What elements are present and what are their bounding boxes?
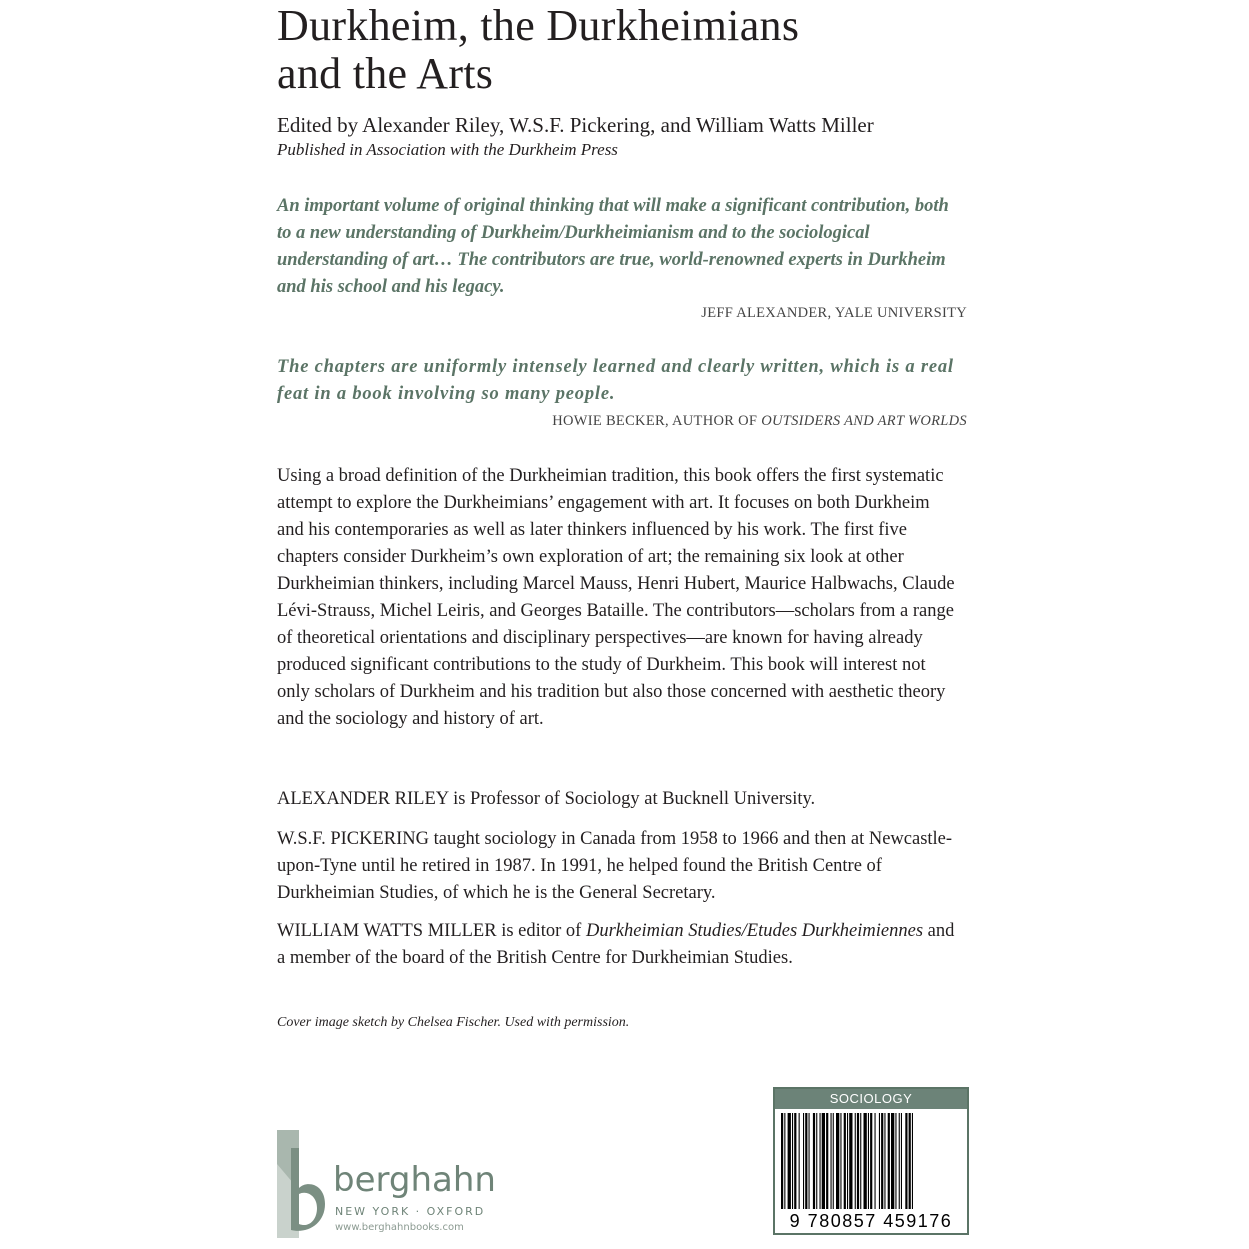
cover-credit: Cover image sketch by Chelsea Fischer. Used with permission. — [277, 1015, 630, 1030]
barcode-bar — [857, 1113, 859, 1209]
barcode-bar — [895, 1113, 896, 1209]
berghahn-b-logo-icon — [277, 1130, 331, 1238]
barcode-bar — [884, 1113, 885, 1209]
editors-line: Edited by Alexander Riley, W.S.F. Pickering, and William Watts Miller — [277, 113, 874, 137]
isbn-number: 9 780857 459176 — [789, 1211, 953, 1231]
book-description: Using a broad definition of the Durkheimian tradition, this book offers the first systematic attempt to explore the Durkheimians’ engagement with art. It focuses on both Durkheim and his contemporaries as well as later thinkers influenced by his work. The first five chapters consider Durkheim’s own exploration of art; the remaining six look at other Durkheimian thinkers, including Marcel Mauss, Henri Hubert, Maurice Halbwachs, Claude Lévi-Strauss, Michel Leiris, and Georges Bataille. The contributors—scholars from a range of theoretical orientations and disciplinary perspectives—are known for having already produced significant contributions to the study of Durkheim. This book will interest not only scholars of Durkheim and his tradition but also those concerned with aesthetic theory and the sociology and history of art. — [277, 466, 955, 729]
barcode-bar — [809, 1113, 810, 1209]
barcode-bar — [864, 1113, 867, 1209]
review-attribution-1: JEFF ALEXANDER, YALE UNIVERSITY — [701, 305, 967, 321]
barcode-bar — [899, 1113, 900, 1209]
barcode-bar — [822, 1113, 825, 1209]
publisher-cities: NEW YORK · OXFORD — [335, 1205, 486, 1218]
bio-miller — [277, 918, 967, 972]
publisher-url: www.berghahnbooks.com — [335, 1222, 464, 1233]
barcode-bar — [788, 1113, 791, 1209]
barcode-bar — [847, 1113, 848, 1209]
barcode-bar — [855, 1113, 856, 1209]
bio-miller-prefix: WILLIAM WATTS MILLER is editor of — [277, 921, 586, 941]
bio-riley: ALEXANDER RILEY is Professor of Sociology at Bucknell University. — [277, 789, 816, 809]
barcode-bar — [844, 1113, 846, 1209]
barcode-bar — [794, 1113, 796, 1209]
barcode-bar — [805, 1113, 807, 1209]
barcode-bar — [879, 1113, 880, 1209]
review-quote-2: The chapters are uniformly intensely learned and clearly written, which is a real feat in a book involving so many people. — [277, 357, 954, 404]
barcode-bar — [799, 1113, 800, 1209]
barcode-bar — [831, 1113, 832, 1209]
barcode-bar — [888, 1113, 890, 1209]
title-line-1: Durkheim, the Durkheimians — [277, 1, 800, 50]
bio-miller-suffix: and a member of the board of the British Centre for Durkheimian Studies. — [277, 921, 955, 968]
barcode-bar — [901, 1113, 902, 1209]
attribution-author: HOWIE BECKER, AUTHOR OF — [552, 413, 762, 429]
barcode-bar — [784, 1113, 785, 1209]
barcode-bar — [813, 1113, 815, 1209]
title-line-2: and the Arts — [277, 49, 494, 98]
barcode-bar — [909, 1113, 911, 1209]
barcode-bar — [840, 1113, 841, 1209]
subject-label: SOCIOLOGY — [775, 1089, 967, 1109]
barcode-bar — [826, 1113, 828, 1209]
review-quote-1: An important volume of original thinking that will make a significant contribution, both to a new understanding of Durkheim/Durkheimianism and to the sociological understanding of art… The contributors are true, world-renowned experts in Durkheim and his school and his legacy. — [277, 196, 949, 297]
barcode-bar — [833, 1113, 834, 1209]
barcode-bar — [905, 1113, 907, 1209]
review-attribution-2 — [552, 413, 967, 430]
barcode-bar — [803, 1113, 804, 1209]
back-cover — [277, 0, 967, 1249]
book-title — [277, 2, 977, 98]
barcode-bar — [870, 1113, 872, 1209]
bio-pickering: W.S.F. PICKERING taught sociology in Canada from 1958 to 1966 and then at Newcastle-upon-Tyne until he retired in 1987. In 1991, he helped found the British Centre of Durkheimian Studies, of which he is the General Secretary. — [277, 829, 953, 903]
barcode-bar — [849, 1113, 852, 1209]
barcode-icon — [779, 1113, 963, 1211]
barcode-bar — [912, 1113, 913, 1209]
barcode-bar — [860, 1113, 861, 1209]
barcode-bar — [881, 1113, 883, 1209]
barcode-bar — [891, 1113, 894, 1209]
bio-miller-work: Durkheimian Studies/Etudes Durkheimiennes — [585, 921, 924, 941]
publisher-name: berghahn — [333, 1160, 496, 1200]
barcode-bar — [792, 1113, 793, 1209]
barcode-bar — [868, 1113, 869, 1209]
publisher-logo — [277, 1130, 507, 1240]
barcode-bar — [781, 1113, 783, 1209]
barcode-bar — [836, 1113, 839, 1209]
attribution-work: OUTSIDERS AND ART WORLDS — [761, 413, 967, 429]
barcode-bar — [875, 1113, 876, 1209]
barcode-bar — [820, 1113, 821, 1209]
barcode-bar — [816, 1113, 817, 1209]
association-line: Published in Association with the Durkheim Press — [277, 140, 618, 159]
barcode-panel — [773, 1087, 969, 1235]
